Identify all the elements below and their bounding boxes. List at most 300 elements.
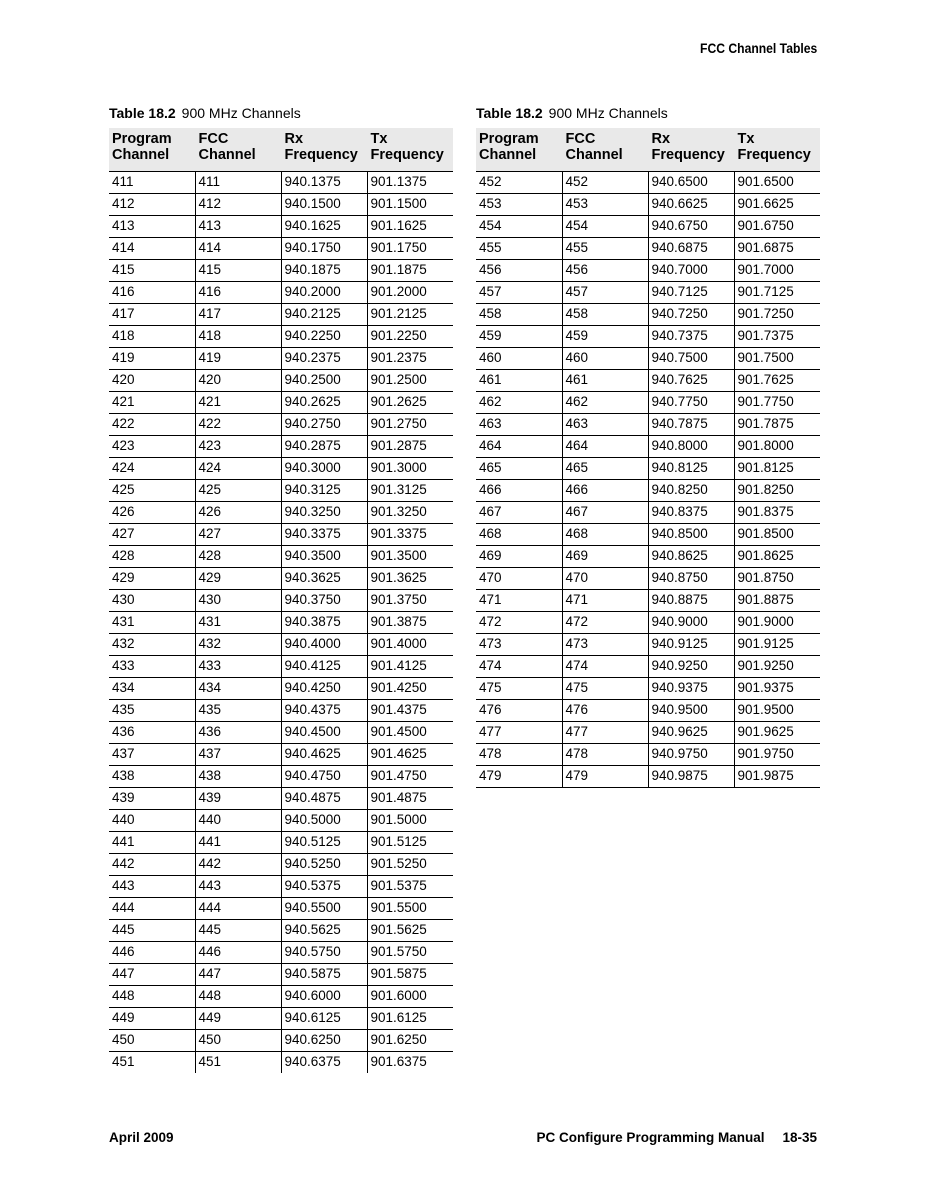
table-row	[109, 369, 453, 391]
cell-fcc-channel: 426	[195, 501, 281, 523]
cell-fcc-channel: 423	[195, 435, 281, 457]
cell-rx-frequency: 940.7875	[648, 413, 734, 435]
cell-rx-frequency: 940.3625	[281, 567, 367, 589]
table-row	[109, 853, 453, 875]
cell-program-channel: 429	[109, 567, 195, 589]
column-header-program-channel: Program Channel	[476, 128, 562, 171]
cell-fcc-channel: 474	[562, 655, 648, 677]
cell-fcc-channel: 438	[195, 765, 281, 787]
table-row	[109, 545, 453, 567]
table-row	[476, 237, 820, 259]
cell-fcc-channel: 448	[195, 985, 281, 1007]
cell-rx-frequency: 940.2375	[281, 347, 367, 369]
cell-tx-frequency: 901.6250	[367, 1029, 453, 1051]
cell-rx-frequency: 940.3125	[281, 479, 367, 501]
cell-rx-frequency: 940.9750	[648, 743, 734, 765]
cell-fcc-channel: 445	[195, 919, 281, 941]
cell-tx-frequency: 901.1875	[367, 259, 453, 281]
table-caption-number: Table 18.2	[109, 105, 176, 121]
cell-rx-frequency: 940.4000	[281, 633, 367, 655]
cell-program-channel: 422	[109, 413, 195, 435]
cell-rx-frequency: 940.8750	[648, 567, 734, 589]
cell-rx-frequency: 940.1875	[281, 259, 367, 281]
table-row	[109, 523, 453, 545]
cell-program-channel: 443	[109, 875, 195, 897]
cell-fcc-channel: 459	[562, 325, 648, 347]
cell-rx-frequency: 940.5000	[281, 809, 367, 831]
table-row	[109, 787, 453, 809]
table-row	[109, 985, 453, 1007]
cell-rx-frequency: 940.5625	[281, 919, 367, 941]
cell-fcc-channel: 478	[562, 743, 648, 765]
cell-program-channel: 440	[109, 809, 195, 831]
cell-fcc-channel: 453	[562, 193, 648, 215]
cell-program-channel: 461	[476, 369, 562, 391]
column-header-rx-frequency: Rx Frequency	[281, 128, 367, 171]
cell-program-channel: 475	[476, 677, 562, 699]
cell-program-channel: 473	[476, 633, 562, 655]
cell-tx-frequency: 901.3875	[367, 611, 453, 633]
table-row	[476, 369, 820, 391]
table-row	[476, 259, 820, 281]
table-row	[109, 1029, 453, 1051]
cell-tx-frequency: 901.5125	[367, 831, 453, 853]
cell-program-channel: 424	[109, 457, 195, 479]
cell-tx-frequency: 901.8625	[734, 545, 820, 567]
cell-fcc-channel: 464	[562, 435, 648, 457]
cell-program-channel: 456	[476, 259, 562, 281]
cell-rx-frequency: 940.8500	[648, 523, 734, 545]
cell-rx-frequency: 940.5375	[281, 875, 367, 897]
cell-tx-frequency: 901.5000	[367, 809, 453, 831]
cell-fcc-channel: 460	[562, 347, 648, 369]
cell-program-channel: 439	[109, 787, 195, 809]
cell-rx-frequency: 940.7000	[648, 259, 734, 281]
cell-tx-frequency: 901.8250	[734, 479, 820, 501]
cell-rx-frequency: 940.8000	[648, 435, 734, 457]
cell-rx-frequency: 940.8875	[648, 589, 734, 611]
cell-tx-frequency: 901.2500	[367, 369, 453, 391]
table-row	[109, 1051, 453, 1073]
table-caption-title: 900 MHz Channels	[181, 105, 301, 121]
cell-tx-frequency: 901.7125	[734, 281, 820, 303]
cell-rx-frequency: 940.6625	[648, 193, 734, 215]
cell-fcc-channel: 455	[562, 237, 648, 259]
cell-program-channel: 419	[109, 347, 195, 369]
cell-fcc-channel: 415	[195, 259, 281, 281]
cell-tx-frequency: 901.4125	[367, 655, 453, 677]
cell-tx-frequency: 901.9625	[734, 721, 820, 743]
cell-program-channel: 413	[109, 215, 195, 237]
table-row	[476, 479, 820, 501]
table-row	[476, 171, 820, 193]
cell-program-channel: 438	[109, 765, 195, 787]
cell-tx-frequency: 901.8125	[734, 457, 820, 479]
cell-rx-frequency: 940.7750	[648, 391, 734, 413]
table-row	[476, 303, 820, 325]
column-header-tx-frequency: Tx Frequency	[734, 128, 820, 171]
cell-tx-frequency: 901.9125	[734, 633, 820, 655]
cell-rx-frequency: 940.1500	[281, 193, 367, 215]
cell-fcc-channel: 414	[195, 237, 281, 259]
cell-fcc-channel: 475	[562, 677, 648, 699]
cell-rx-frequency: 940.7500	[648, 347, 734, 369]
cell-program-channel: 423	[109, 435, 195, 457]
cell-fcc-channel: 458	[562, 303, 648, 325]
table-row	[109, 699, 453, 721]
table-row	[476, 413, 820, 435]
table-row	[109, 919, 453, 941]
cell-fcc-channel: 433	[195, 655, 281, 677]
cell-tx-frequency: 901.8000	[734, 435, 820, 457]
cell-rx-frequency: 940.2875	[281, 435, 367, 457]
cell-program-channel: 449	[109, 1007, 195, 1029]
cell-program-channel: 420	[109, 369, 195, 391]
cell-rx-frequency: 940.6750	[648, 215, 734, 237]
cell-rx-frequency: 940.8250	[648, 479, 734, 501]
cell-program-channel: 427	[109, 523, 195, 545]
table-row	[476, 655, 820, 677]
cell-tx-frequency: 901.6375	[367, 1051, 453, 1073]
table-row	[109, 457, 453, 479]
cell-fcc-channel: 477	[562, 721, 648, 743]
table-row	[476, 765, 820, 787]
cell-fcc-channel: 479	[562, 765, 648, 787]
table-row	[109, 743, 453, 765]
cell-rx-frequency: 940.4875	[281, 787, 367, 809]
footer-manual-title: PC Configure Programming Manual	[536, 1130, 765, 1145]
cell-program-channel: 417	[109, 303, 195, 325]
table-row	[109, 765, 453, 787]
channel-table	[476, 128, 820, 788]
cell-fcc-channel: 457	[562, 281, 648, 303]
cell-tx-frequency: 901.9000	[734, 611, 820, 633]
channel-table	[109, 128, 453, 1073]
table-row	[476, 611, 820, 633]
table-row	[109, 611, 453, 633]
cell-tx-frequency: 901.2375	[367, 347, 453, 369]
cell-fcc-channel: 472	[562, 611, 648, 633]
cell-fcc-channel: 421	[195, 391, 281, 413]
cell-fcc-channel: 431	[195, 611, 281, 633]
cell-fcc-channel: 424	[195, 457, 281, 479]
table-row	[109, 303, 453, 325]
cell-rx-frequency: 940.7625	[648, 369, 734, 391]
cell-fcc-channel: 428	[195, 545, 281, 567]
cell-rx-frequency: 940.7125	[648, 281, 734, 303]
cell-tx-frequency: 901.4500	[367, 721, 453, 743]
cell-tx-frequency: 901.4750	[367, 765, 453, 787]
cell-fcc-channel: 436	[195, 721, 281, 743]
cell-tx-frequency: 901.6875	[734, 237, 820, 259]
cell-fcc-channel: 417	[195, 303, 281, 325]
cell-rx-frequency: 940.9000	[648, 611, 734, 633]
cell-program-channel: 416	[109, 281, 195, 303]
cell-rx-frequency: 940.6250	[281, 1029, 367, 1051]
footer-manual-info	[536, 1130, 817, 1145]
cell-rx-frequency: 940.6375	[281, 1051, 367, 1073]
cell-tx-frequency: 901.1500	[367, 193, 453, 215]
cell-program-channel: 411	[109, 171, 195, 193]
cell-tx-frequency: 901.6000	[367, 985, 453, 1007]
cell-rx-frequency: 940.1625	[281, 215, 367, 237]
table-row	[109, 259, 453, 281]
cell-program-channel: 465	[476, 457, 562, 479]
table-row	[476, 633, 820, 655]
cell-fcc-channel: 418	[195, 325, 281, 347]
cell-fcc-channel: 463	[562, 413, 648, 435]
table-caption-number: Table 18.2	[476, 105, 543, 121]
cell-program-channel: 460	[476, 347, 562, 369]
cell-rx-frequency: 940.9250	[648, 655, 734, 677]
cell-fcc-channel: 422	[195, 413, 281, 435]
column-header-rx-frequency: Rx Frequency	[648, 128, 734, 171]
table-row	[109, 237, 453, 259]
cell-program-channel: 464	[476, 435, 562, 457]
table-row	[476, 325, 820, 347]
cell-fcc-channel: 462	[562, 391, 648, 413]
cell-fcc-channel: 441	[195, 831, 281, 853]
cell-program-channel: 426	[109, 501, 195, 523]
column-header-fcc-channel: FCC Channel	[195, 128, 281, 171]
cell-program-channel: 468	[476, 523, 562, 545]
table-row	[109, 677, 453, 699]
cell-fcc-channel: 476	[562, 699, 648, 721]
cell-fcc-channel: 439	[195, 787, 281, 809]
cell-program-channel: 471	[476, 589, 562, 611]
cell-rx-frequency: 940.4750	[281, 765, 367, 787]
cell-tx-frequency: 901.6625	[734, 193, 820, 215]
table-caption-title: 900 MHz Channels	[548, 105, 668, 121]
cell-rx-frequency: 940.2625	[281, 391, 367, 413]
cell-tx-frequency: 901.2250	[367, 325, 453, 347]
cell-rx-frequency: 940.9500	[648, 699, 734, 721]
cell-fcc-channel: 432	[195, 633, 281, 655]
cell-tx-frequency: 901.5500	[367, 897, 453, 919]
cell-fcc-channel: 446	[195, 941, 281, 963]
table-right	[476, 104, 820, 788]
cell-rx-frequency: 940.4375	[281, 699, 367, 721]
table-row	[476, 743, 820, 765]
cell-tx-frequency: 901.7250	[734, 303, 820, 325]
cell-fcc-channel: 430	[195, 589, 281, 611]
cell-tx-frequency: 901.5250	[367, 853, 453, 875]
cell-tx-frequency: 901.7000	[734, 259, 820, 281]
cell-tx-frequency: 901.2875	[367, 435, 453, 457]
cell-fcc-channel: 437	[195, 743, 281, 765]
cell-rx-frequency: 940.4625	[281, 743, 367, 765]
cell-tx-frequency: 901.7500	[734, 347, 820, 369]
cell-program-channel: 437	[109, 743, 195, 765]
cell-rx-frequency: 940.6125	[281, 1007, 367, 1029]
cell-tx-frequency: 901.5625	[367, 919, 453, 941]
cell-rx-frequency: 940.4250	[281, 677, 367, 699]
table-row	[476, 435, 820, 457]
cell-program-channel: 418	[109, 325, 195, 347]
cell-program-channel: 450	[109, 1029, 195, 1051]
cell-tx-frequency: 901.2125	[367, 303, 453, 325]
cell-fcc-channel: 434	[195, 677, 281, 699]
cell-rx-frequency: 940.5250	[281, 853, 367, 875]
cell-program-channel: 445	[109, 919, 195, 941]
table-row	[109, 963, 453, 985]
cell-program-channel: 457	[476, 281, 562, 303]
table-header-row	[476, 128, 820, 171]
table-row	[109, 831, 453, 853]
cell-rx-frequency: 940.3375	[281, 523, 367, 545]
footer-date: April 2009	[109, 1130, 174, 1145]
cell-program-channel: 414	[109, 237, 195, 259]
table-row	[109, 413, 453, 435]
cell-fcc-channel: 440	[195, 809, 281, 831]
cell-program-channel: 476	[476, 699, 562, 721]
cell-program-channel: 472	[476, 611, 562, 633]
table-row	[476, 457, 820, 479]
cell-fcc-channel: 429	[195, 567, 281, 589]
table-row	[476, 545, 820, 567]
cell-rx-frequency: 940.8625	[648, 545, 734, 567]
cell-program-channel: 421	[109, 391, 195, 413]
cell-fcc-channel: 461	[562, 369, 648, 391]
table-row	[476, 193, 820, 215]
table-row	[476, 677, 820, 699]
cell-fcc-channel: 447	[195, 963, 281, 985]
cell-tx-frequency: 901.3125	[367, 479, 453, 501]
cell-fcc-channel: 471	[562, 589, 648, 611]
table-row	[109, 391, 453, 413]
cell-tx-frequency: 901.4250	[367, 677, 453, 699]
table-row	[109, 501, 453, 523]
cell-program-channel: 452	[476, 171, 562, 193]
cell-tx-frequency: 901.9875	[734, 765, 820, 787]
cell-rx-frequency: 940.1375	[281, 171, 367, 193]
cell-tx-frequency: 901.4625	[367, 743, 453, 765]
cell-tx-frequency: 901.8750	[734, 567, 820, 589]
cell-program-channel: 458	[476, 303, 562, 325]
table-row	[476, 215, 820, 237]
cell-rx-frequency: 940.1750	[281, 237, 367, 259]
cell-fcc-channel: 469	[562, 545, 648, 567]
cell-tx-frequency: 901.4875	[367, 787, 453, 809]
cell-fcc-channel: 420	[195, 369, 281, 391]
cell-rx-frequency: 940.5875	[281, 963, 367, 985]
cell-tx-frequency: 901.9500	[734, 699, 820, 721]
table-row	[476, 523, 820, 545]
table-caption	[476, 104, 820, 128]
cell-tx-frequency: 901.8875	[734, 589, 820, 611]
cell-fcc-channel: 444	[195, 897, 281, 919]
footer-page-number: 18-35	[782, 1130, 817, 1145]
cell-fcc-channel: 412	[195, 193, 281, 215]
cell-program-channel: 442	[109, 853, 195, 875]
cell-fcc-channel: 456	[562, 259, 648, 281]
cell-program-channel: 479	[476, 765, 562, 787]
cell-program-channel: 415	[109, 259, 195, 281]
table-row	[109, 1007, 453, 1029]
cell-tx-frequency: 901.3625	[367, 567, 453, 589]
cell-fcc-channel: 470	[562, 567, 648, 589]
cell-tx-frequency: 901.8375	[734, 501, 820, 523]
cell-fcc-channel: 443	[195, 875, 281, 897]
cell-program-channel: 434	[109, 677, 195, 699]
cell-program-channel: 469	[476, 545, 562, 567]
cell-rx-frequency: 940.9625	[648, 721, 734, 743]
cell-tx-frequency: 901.5875	[367, 963, 453, 985]
cell-tx-frequency: 901.3750	[367, 589, 453, 611]
page-header-title: FCC Channel Tables	[699, 41, 817, 56]
cell-tx-frequency: 901.2750	[367, 413, 453, 435]
cell-rx-frequency: 940.9125	[648, 633, 734, 655]
cell-program-channel: 463	[476, 413, 562, 435]
cell-program-channel: 444	[109, 897, 195, 919]
cell-fcc-channel: 465	[562, 457, 648, 479]
cell-fcc-channel: 411	[195, 171, 281, 193]
cell-rx-frequency: 940.8125	[648, 457, 734, 479]
cell-program-channel: 428	[109, 545, 195, 567]
cell-program-channel: 459	[476, 325, 562, 347]
table-row	[109, 479, 453, 501]
cell-program-channel: 478	[476, 743, 562, 765]
table-row	[476, 501, 820, 523]
cell-fcc-channel: 413	[195, 215, 281, 237]
table-row	[109, 809, 453, 831]
cell-rx-frequency: 940.3750	[281, 589, 367, 611]
cell-fcc-channel: 449	[195, 1007, 281, 1029]
cell-rx-frequency: 940.3875	[281, 611, 367, 633]
cell-fcc-channel: 416	[195, 281, 281, 303]
cell-rx-frequency: 940.5500	[281, 897, 367, 919]
cell-tx-frequency: 901.7875	[734, 413, 820, 435]
cell-rx-frequency: 940.9875	[648, 765, 734, 787]
cell-tx-frequency: 901.2625	[367, 391, 453, 413]
cell-fcc-channel: 427	[195, 523, 281, 545]
cell-program-channel: 448	[109, 985, 195, 1007]
cell-tx-frequency: 901.1375	[367, 171, 453, 193]
cell-tx-frequency: 901.7750	[734, 391, 820, 413]
table-row	[109, 897, 453, 919]
cell-fcc-channel: 452	[562, 171, 648, 193]
cell-tx-frequency: 901.3000	[367, 457, 453, 479]
table-left	[109, 104, 453, 1073]
cell-tx-frequency: 901.5375	[367, 875, 453, 897]
cell-rx-frequency: 940.3000	[281, 457, 367, 479]
table-row	[476, 347, 820, 369]
cell-rx-frequency: 940.2125	[281, 303, 367, 325]
table-row	[109, 215, 453, 237]
table-row	[109, 347, 453, 369]
cell-tx-frequency: 901.5750	[367, 941, 453, 963]
table-row	[109, 281, 453, 303]
cell-tx-frequency: 901.4000	[367, 633, 453, 655]
table-row	[109, 633, 453, 655]
cell-program-channel: 441	[109, 831, 195, 853]
cell-program-channel: 430	[109, 589, 195, 611]
cell-rx-frequency: 940.9375	[648, 677, 734, 699]
cell-rx-frequency: 940.3250	[281, 501, 367, 523]
cell-rx-frequency: 940.2000	[281, 281, 367, 303]
cell-rx-frequency: 940.7375	[648, 325, 734, 347]
cell-rx-frequency: 940.6500	[648, 171, 734, 193]
cell-rx-frequency: 940.8375	[648, 501, 734, 523]
cell-program-channel: 412	[109, 193, 195, 215]
table-row	[476, 699, 820, 721]
cell-fcc-channel: 451	[195, 1051, 281, 1073]
cell-tx-frequency: 901.1625	[367, 215, 453, 237]
column-header-program-channel: Program Channel	[109, 128, 195, 171]
table-header-row	[109, 128, 453, 171]
cell-tx-frequency: 901.7625	[734, 369, 820, 391]
cell-tx-frequency: 901.9375	[734, 677, 820, 699]
